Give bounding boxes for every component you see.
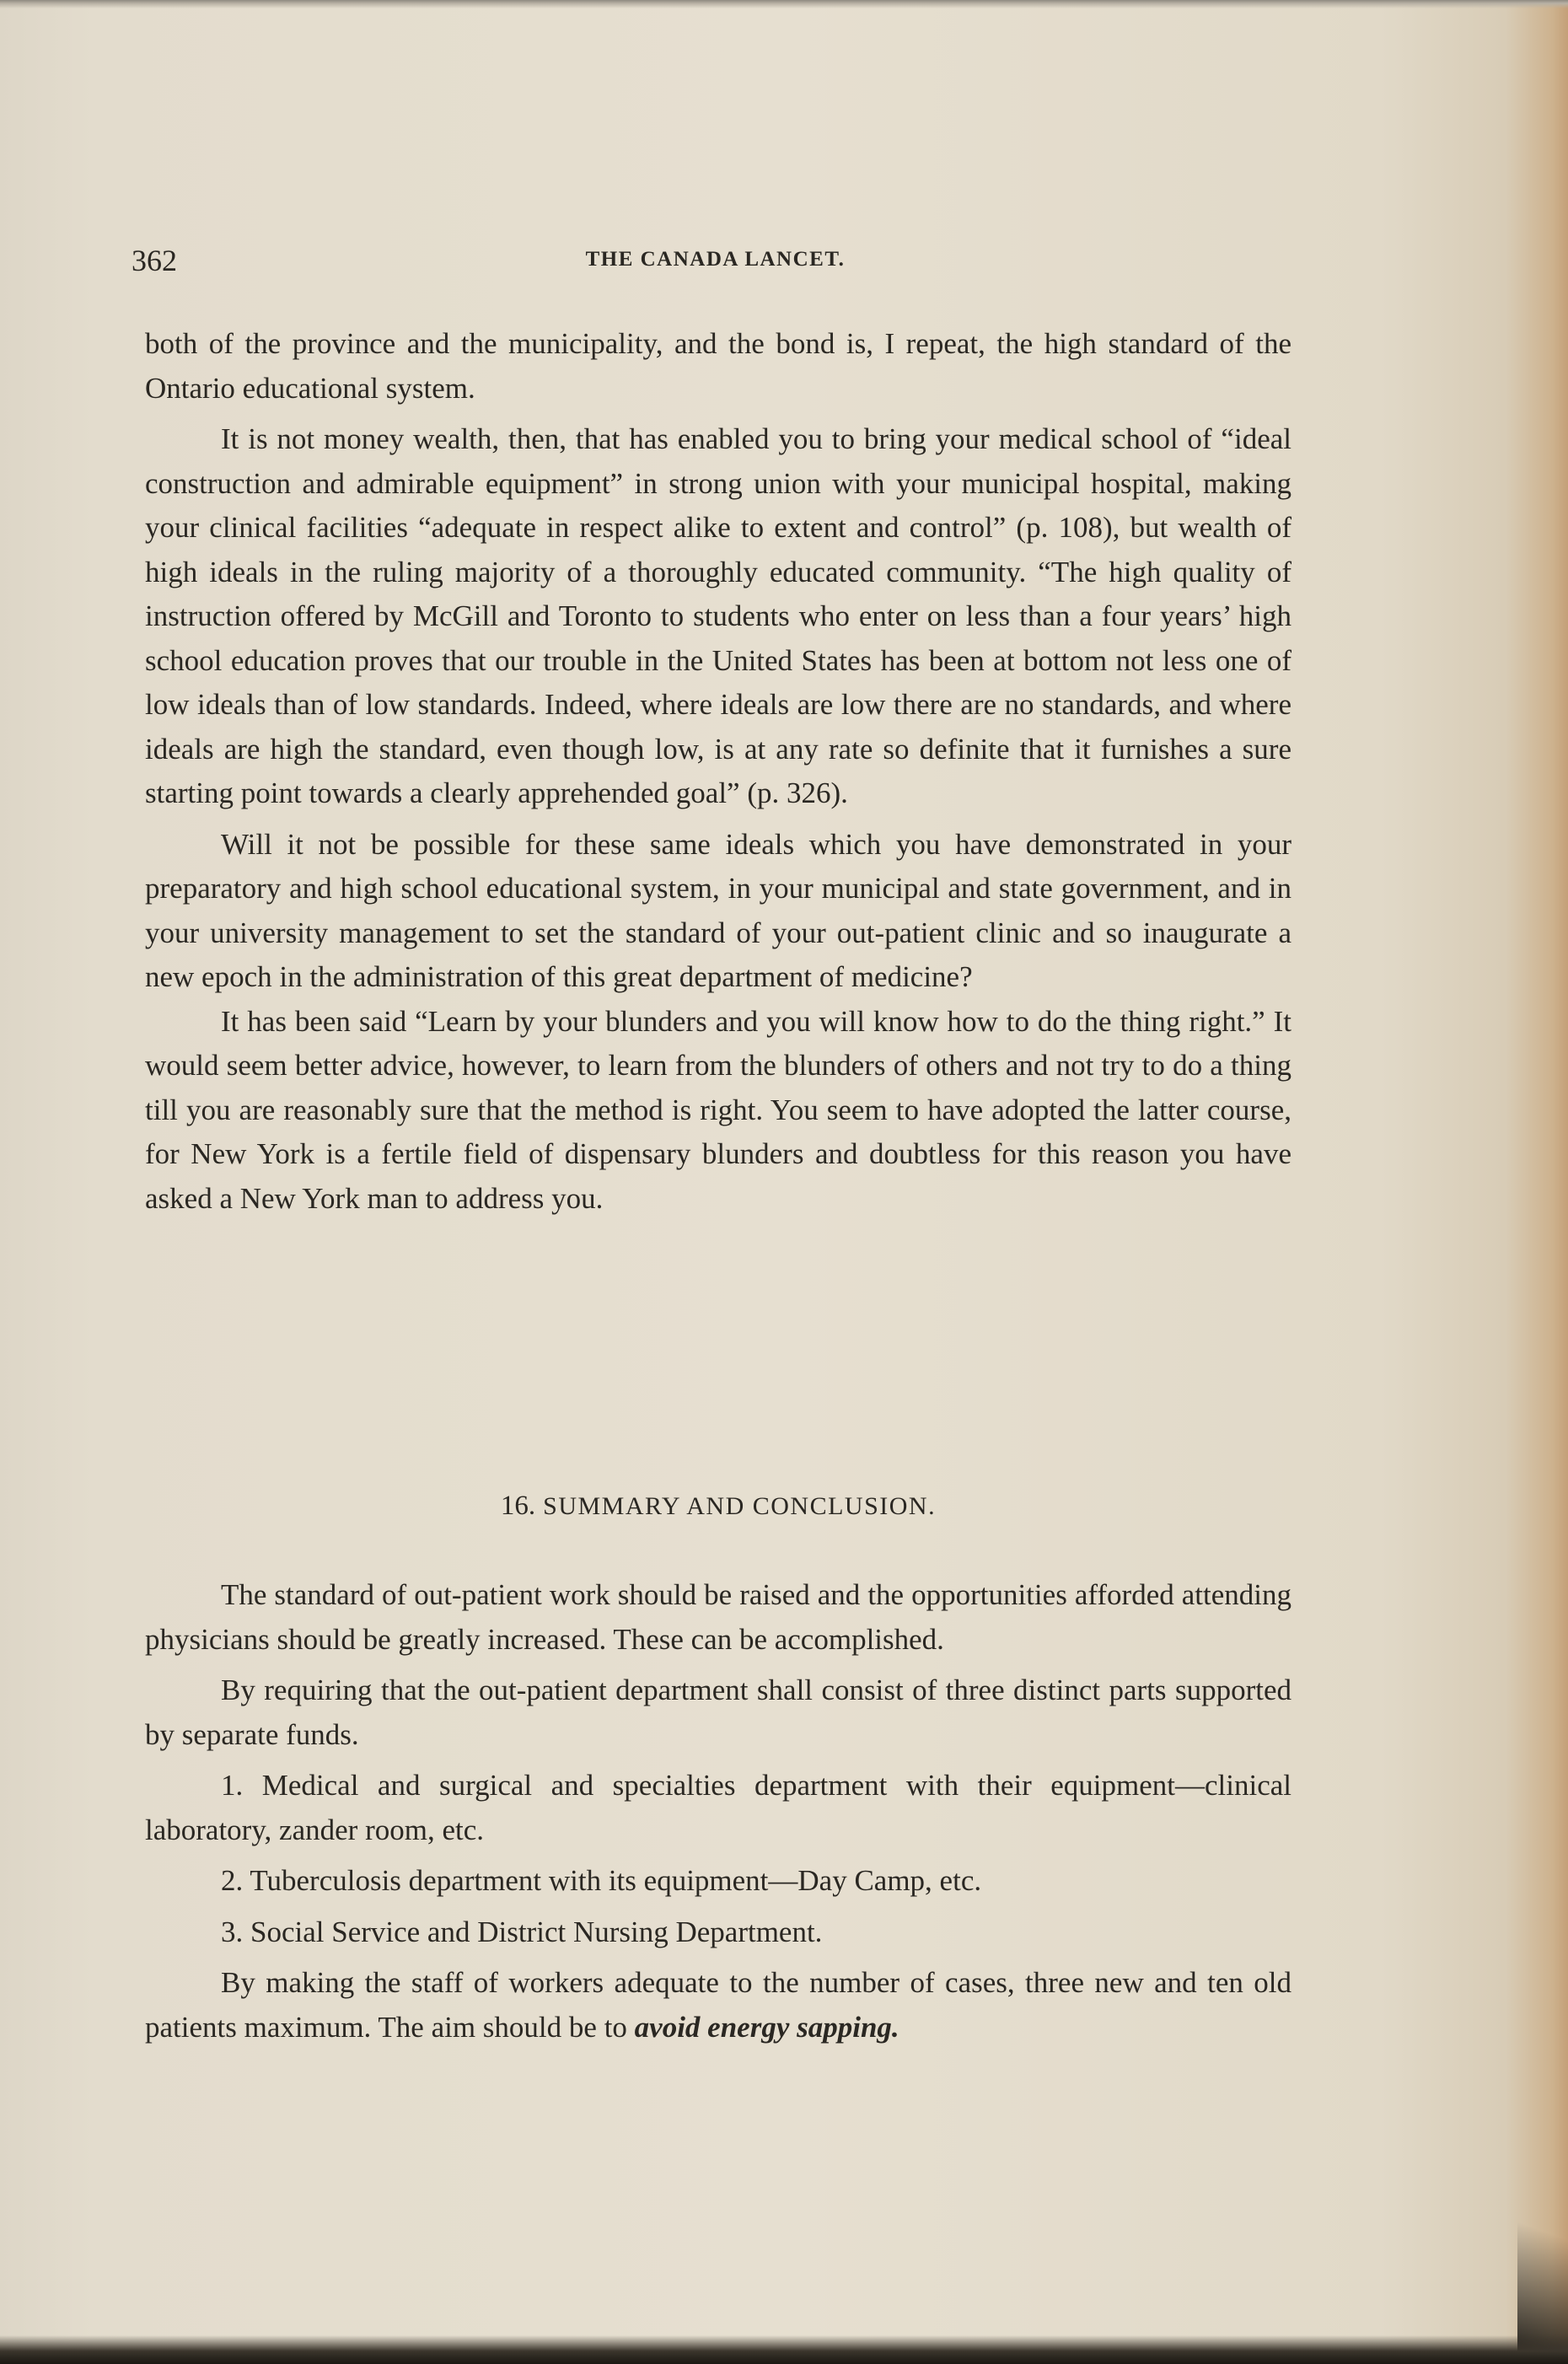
page-corner-shadow [1517,2145,1568,2364]
final-paragraph-text: By making the staff of workers adequate to the number of cases, three new and ten old patients maximum. The aim should be to [145,1966,1291,2044]
page-top-edge [0,0,1568,8]
section-title: SUMMARY AND CONCLUSION. [543,1492,937,1520]
list-item: 2. Tuberculosis department with its equipment—Day Camp, etc. [221,1864,982,1897]
paragraph: both of the province and the municipality, and the bond is, I repeat, the high standard of the Ontario educational system. [145,327,1291,405]
final-paragraph [145,1961,1291,2050]
page-header [132,243,1299,285]
list-item: 3. Social Service and District Nursing Department. [221,1915,823,1948]
page-bottom-edge [0,2335,1568,2364]
paragraph: By requiring that the out-patient department shall consist of three distinct parts supported by separate funds. [145,1674,1291,1751]
paragraph: Will it not be possible for these same ideals which you have demonstrated in your preparatory and high school educational system, in your municipal and state government, and in your university management to set the standard of your out-patient clinic and so inaugurate a new epoch in the administration of this great department of medicine? [145,827,1291,993]
paragraph: The standard of out-patient work should be raised and the opportunities afforded attending physicians should be greatly increased. These can be accomplished. [145,1578,1291,1656]
page-number: 362 [132,244,177,277]
paragraph: It has been said “Learn by your blunders and you will know how to do the thing right.” It would seem better advice, however, to learn from the blunders of others and not try to do a thing till you are reasonably sure that the method is right. You seem to have adopted the latter course, for New York is a fertile field of dispensary blunders and doubtless for this reason you have asked a New York man to address you. [145,1004,1291,1215]
paragraph: It is not money wealth, then, that has enabled you to bring your medical school of “ideal construction and admirable equipment” in strong union with your municipal hospital, making your clinical facilities “adequate in respect alike to extent and control” (p. 108), but wealth of high ideals in the ruling majority of a thoroughly educated community. “The high quality of instruction offered by McGill and Toronto to students who enter on less than a four years’ high school education proves that our trouble in the United States has been at bottom not less one of low ideals than of low standards. Indeed, where ideals are low there are no standards, and where ideals are high the standard, even though low, is at any rate so definite that it furnishes a sure starting point towards a clearly apprehended goal” (p. 326). [145,422,1291,809]
body-text-top [145,322,1291,1221]
list-item: 1. Medical and surgical and specialties department with their equipment—clinical laboratory, zander room, etc. [145,1769,1291,1846]
section-heading [145,1491,1291,1522]
section-number: 16. [500,1491,536,1521]
running-head: THE CANADA LANCET. [585,248,846,271]
emphasis-text: avoid energy sapping. [634,2010,899,2044]
body-text-bottom [145,1573,1291,2050]
